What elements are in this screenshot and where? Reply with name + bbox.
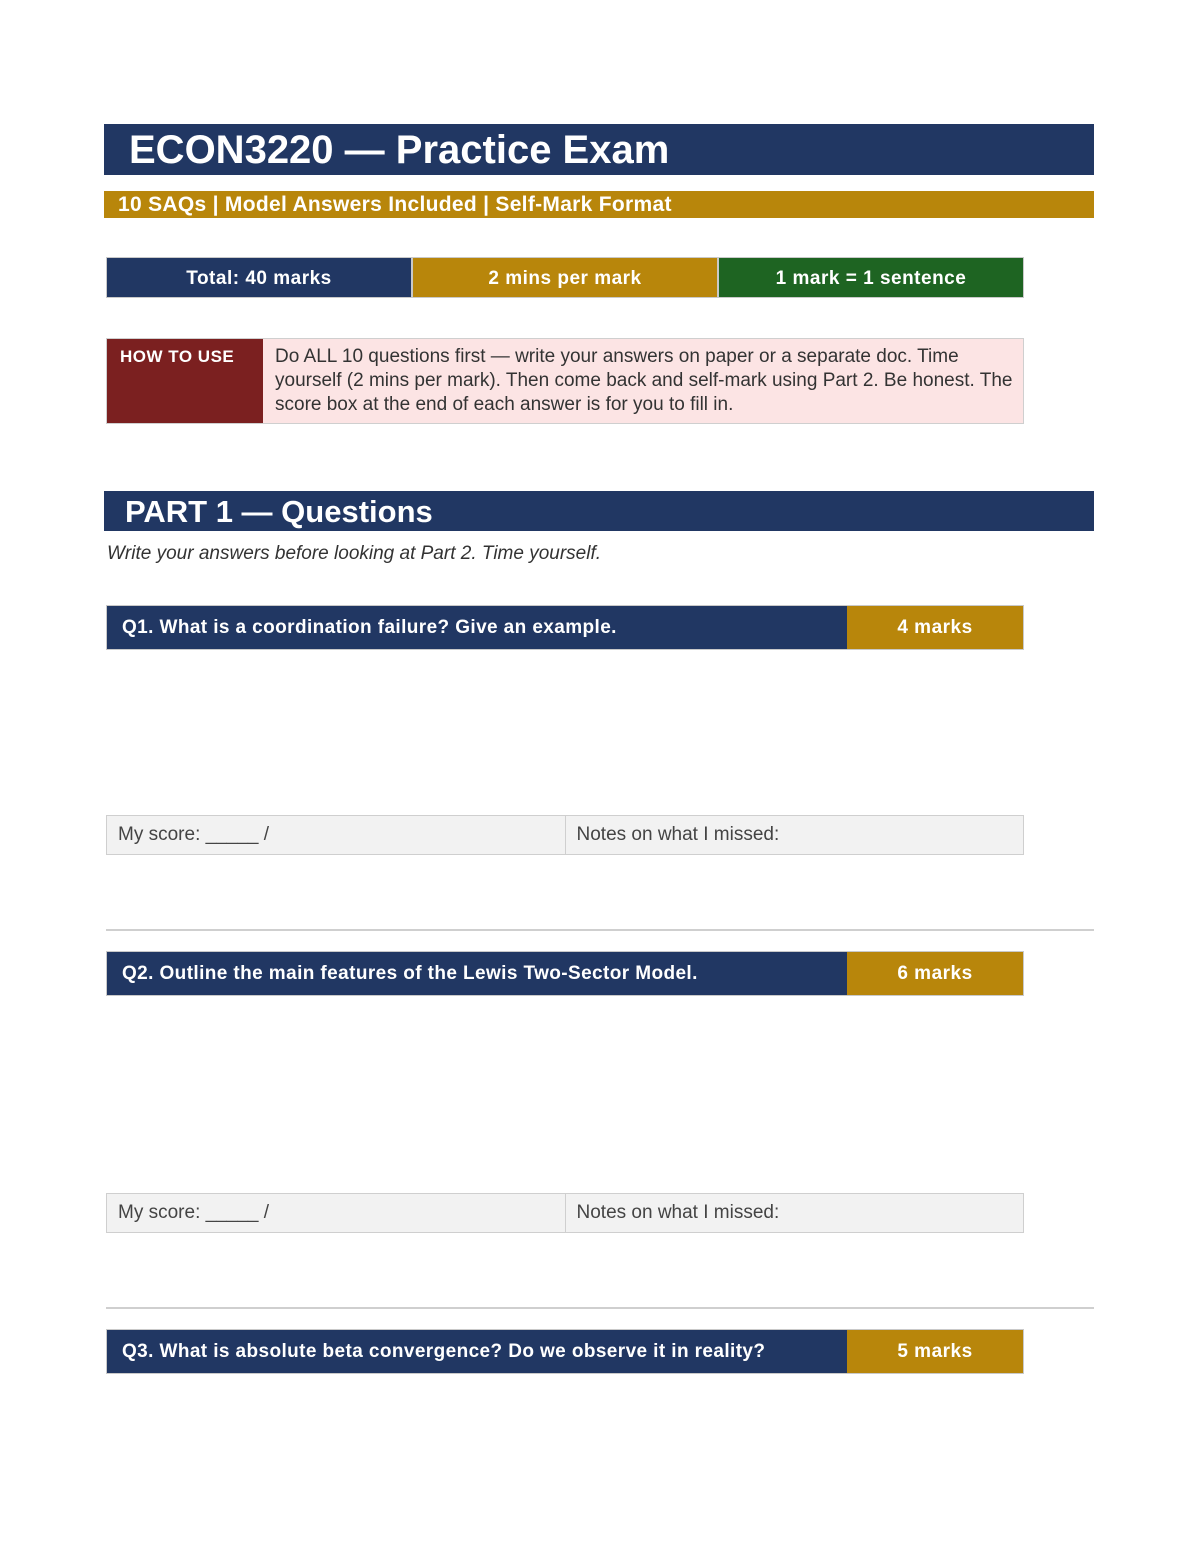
my-score-field[interactable]: My score: _____ / xyxy=(118,824,270,845)
part-heading: PART 1 — Questions xyxy=(104,491,1094,531)
time-per-mark: 2 mins per mark xyxy=(412,257,718,298)
how-to-use-text: Do ALL 10 questions first — write your answers on paper or a separate doc. Time yourself (2 mins per mark). Then come back and self-mark using Part 2. Be honest. The score box at the end of each answer is for you to fill in. xyxy=(263,339,1023,423)
total-marks: Total: 40 marks xyxy=(106,257,412,298)
page-subtitle: 10 SAQs | Model Answers Included | Self-Mark Format xyxy=(104,191,1094,218)
question-marks: 4 marks xyxy=(847,606,1023,649)
sentence-rule: 1 mark = 1 sentence xyxy=(718,257,1024,298)
question-text: Q3. What is absolute beta convergence? Do we observe it in reality? xyxy=(107,1330,847,1373)
divider xyxy=(106,1307,1094,1309)
question-3 xyxy=(106,1329,1024,1374)
my-score-field[interactable]: My score: _____ / xyxy=(118,1202,270,1223)
question-text: Q1. What is a coordination failure? Give an example. xyxy=(107,606,847,649)
question-1 xyxy=(106,605,1024,650)
score-box-2 xyxy=(106,1193,1024,1233)
question-marks: 6 marks xyxy=(847,952,1023,995)
part-instructions: Write your answers before looking at Part 2. Time yourself. xyxy=(107,543,602,564)
score-box-1 xyxy=(106,815,1024,855)
question-text: Q2. Outline the main features of the Lewis Two-Sector Model. xyxy=(107,952,847,995)
how-to-use-label: HOW TO USE xyxy=(107,339,263,423)
question-marks: 5 marks xyxy=(847,1330,1023,1373)
exam-summary xyxy=(106,257,1024,298)
notes-field[interactable]: Notes on what I missed: xyxy=(565,816,1024,854)
how-to-use-box xyxy=(106,338,1024,424)
page-title: ECON3220 — Practice Exam xyxy=(104,124,1094,175)
question-2 xyxy=(106,951,1024,996)
divider xyxy=(106,929,1094,931)
notes-field[interactable]: Notes on what I missed: xyxy=(565,1194,1024,1232)
